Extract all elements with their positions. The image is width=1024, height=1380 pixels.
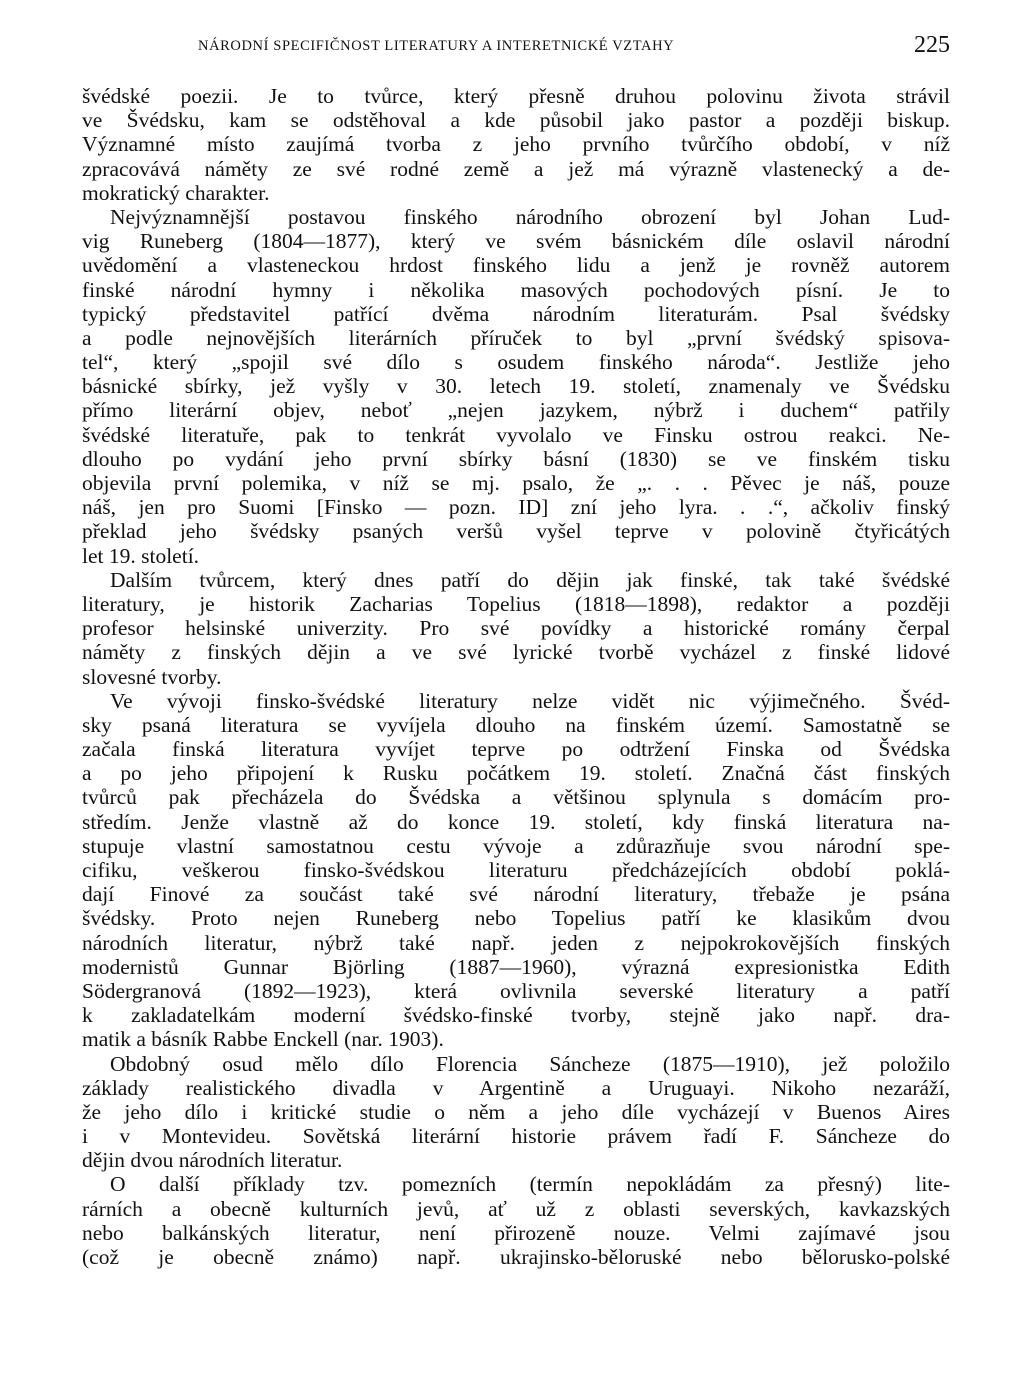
text-line: švédské poezii. Je to tvůrce, který přesně druhou polovinu života strávil <box>82 84 950 108</box>
paragraph <box>82 84 950 205</box>
text-line: uvědomění a vlasteneckou hrdost finského lidu a jenž je rovněž autorem <box>82 253 950 278</box>
text-line: dají Finové za součást také své národní literatury, třebaže je psána <box>82 882 950 907</box>
text-line: básnické sbírky, jež vyšly v 30. letech 19. století, znamenaly ve Švédsku <box>82 374 950 399</box>
page-number: 225 <box>914 32 950 58</box>
text-line: Ve vývoji finsko-švédské literatury nelze vidět nic výjimečného. Švéd- <box>110 688 950 713</box>
text-line: základy realistického divadla v Argentině a Uruguayi. Nikoho nezaráží, <box>82 1075 950 1100</box>
text-line: dlouho po vydání jeho první sbírky básní (1830) se ve finském tisku <box>82 446 950 471</box>
text-line: k zakladatelkám moderní švédsko-finské tvorby, stejně jako např. dra- <box>82 1003 950 1028</box>
text-line: švédské literatuře, pak to tenkrát vyvolalo ve Finsku ostrou reakci. Ne- <box>82 422 950 447</box>
text-line: typický představitel patřící dvěma národním literaturám. Psal švédsky <box>82 301 950 326</box>
paragraph <box>82 1052 950 1173</box>
text-line: Södergranová (1892—1923), která ovlivnila severské literatury a patří <box>82 978 950 1003</box>
text-line: začala finská literatura vyvíjet teprve po odtržení Finska od Švédska <box>82 737 950 762</box>
running-header <box>82 32 950 62</box>
paragraph <box>82 205 950 568</box>
text-line: modernistů Gunnar Björling (1887—1960), výrazná expresionistka Edith <box>82 954 950 979</box>
text-line: mokratický charakter. <box>82 180 270 205</box>
text-line: náš, jen pro Suomi [Finsko — pozn. ID] zní jeho lyra. . .“, ačkoliv finský <box>82 495 950 520</box>
text-line: nebo balkánských literatur, není přirozeně nouze. Velmi zajímavé jsou <box>82 1220 950 1245</box>
paragraph <box>82 568 950 689</box>
text-line: i v Montevideu. Sovětská literární historie právem řadí F. Sáncheze do <box>82 1124 950 1149</box>
text-line: literatury, je historik Zacharias Topelius (1818—1898), redaktor a později <box>82 591 950 616</box>
text-line: Významné místo zaujímá tvorba z jeho prvního tvůrčího období, v níž <box>82 132 950 157</box>
text-line: vig Runeberg (1804—1877), který ve svém básnickém díle oslavil národní <box>82 229 950 254</box>
text-line: středím. Jenže vlastně až do konce 19. století, kdy finská literatura na- <box>82 809 950 834</box>
text-line: dějin dvou národních literatur. <box>82 1148 343 1173</box>
text-line: Dalším tvůrcem, který dnes patří do dějin jak finské, tak také švédské <box>110 567 950 592</box>
text-line: a podle nejnovějších literárních příruček to byl „první švédský spisova- <box>82 325 950 350</box>
text-line: náměty z finských dějin a ve své lyrické tvorbě vycházel z finské lidové <box>82 640 950 665</box>
text-line: zpracovává náměty ze své rodné země a jež má výrazně vlastenecký a de- <box>82 156 950 181</box>
text-line: (což je obecně známo) např. ukrajinsko-běloruské nebo bělorusko-polské <box>82 1245 950 1269</box>
text-line: a po jeho připojení k Rusku počátkem 19. století. Značná část finských <box>82 761 950 786</box>
text-line: Nejvýznamnější postavou finského národního obrození byl Johan Lud- <box>110 204 950 229</box>
text-line: profesor helsinské univerzity. Pro své povídky a historické romány čerpal <box>82 616 950 641</box>
text-line: překlad jeho švédsky psaných veršů vyšel teprve v polovině čtyřicátých <box>82 519 950 544</box>
text-line: cifiku, veškerou finsko-švédskou literaturu předcházejících období poklá- <box>82 858 950 882</box>
text-line: švédsky. Proto nejen Runeberg nebo Topelius patří ke klasikům dvou <box>82 906 950 931</box>
text-line: přímo literární objev, neboť „nejen jazykem, nýbrž i duchem“ patřily <box>82 398 950 423</box>
text-line: slovesné tvorby. <box>82 664 222 689</box>
body-text <box>82 84 950 1269</box>
text-line: stupuje vlastní samostatnou cestu vývoje a zdůrazňuje svou národní spe- <box>82 833 950 858</box>
text-line: Obdobný osud mělo dílo Florencia Sáncheze (1875—1910), jež položilo <box>110 1051 950 1076</box>
text-line: let 19. století. <box>82 543 200 568</box>
text-line: matik a básník Rabbe Enckell (nar. 1903). <box>82 1027 444 1052</box>
running-header-title: NÁRODNÍ SPECIFIČNOST LITERATURY A INTERETNICKÉ VZTAHY <box>198 38 675 54</box>
text-line: O další příklady tzv. pomezních (termín nepokládám za přesný) lite- <box>110 1172 950 1197</box>
paragraph <box>82 689 950 1052</box>
text-line: že jeho dílo i kritické studie o něm a jeho díle vycházejí v Buenos Aires <box>82 1099 950 1124</box>
text-line: ve Švédsku, kam se odstěhoval a kde působil jako pastor a později biskup. <box>82 108 950 133</box>
text-line: tel“, který „spojil své dílo s osudem finského národa“. Jestliže jeho <box>82 350 950 375</box>
text-line: tvůrců pak přecházela do Švédska a většinou splynula s domácím pro- <box>82 785 950 810</box>
paragraph <box>82 1172 950 1269</box>
text-line: rárních a obecně kulturních jevů, ať už z oblasti severských, kavkazských <box>82 1196 950 1221</box>
text-line: sky psaná literatura se vyvíjela dlouho na finském území. Samostatně se <box>82 712 950 737</box>
text-line: objevila první polemika, v níž se mj. psalo, že „. . . Pěvec je náš, pouze <box>82 471 950 495</box>
text-line: národních literatur, nýbrž také např. jeden z nejpokrokovějších finských <box>82 930 950 955</box>
text-line: finské národní hymny i několika masových pochodových písní. Je to <box>82 277 950 302</box>
